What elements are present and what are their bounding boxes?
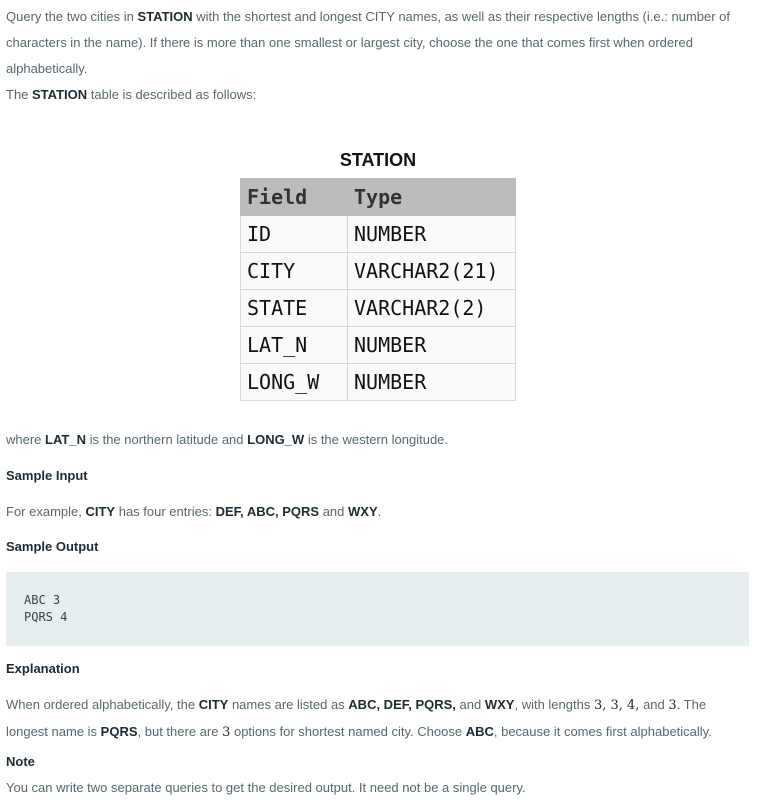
type-cell: NUMBER — [348, 216, 516, 253]
sample-output-section — [6, 534, 751, 560]
city-keyword: CITY — [85, 504, 116, 519]
sample-input-part: . — [377, 504, 382, 519]
station-table — [240, 178, 516, 401]
table-description — [6, 82, 751, 108]
longest-name-keyword: PQRS — [100, 724, 138, 739]
station-table-figure — [240, 148, 516, 401]
description-text: table is described as follows: — [87, 87, 257, 102]
type-cell: VARCHAR2(2) — [348, 290, 516, 327]
header-field: Field — [241, 179, 348, 216]
table-header-row — [241, 179, 516, 216]
table-row — [241, 327, 516, 364]
station-keyword: STATION — [32, 87, 88, 102]
note-text: You can write two separate queries to get the desired output. It need not be a single query. — [6, 780, 526, 795]
explanation-part: , because it comes first alphabetically. — [493, 724, 712, 739]
type-cell: NUMBER — [348, 364, 516, 401]
table-row — [241, 216, 516, 253]
explanation-part: When ordered alphabetically, the — [6, 697, 199, 712]
explanation-part: . The longest name is — [6, 697, 707, 739]
type-cell: NUMBER — [348, 327, 516, 364]
station-keyword: STATION — [137, 9, 193, 24]
entries-keyword: DEF, ABC, PQRS — [215, 504, 320, 519]
problem-statement — [6, 4, 751, 108]
explanation-heading: Explanation — [6, 661, 80, 676]
sample-output-code — [6, 572, 749, 646]
sample-input-section — [6, 463, 751, 489]
sample-output-heading: Sample Output — [6, 539, 99, 554]
intro-paragraph — [6, 4, 751, 82]
where-line — [6, 427, 751, 453]
lengths-math: 3, 3, 4, — [593, 698, 640, 713]
table-row — [241, 253, 516, 290]
explanation-part: , but there are — [137, 724, 223, 739]
sample-input-part: has four entries: — [115, 504, 216, 519]
lat-n-keyword: LAT_N — [45, 432, 86, 447]
description-text: The — [6, 87, 33, 102]
field-cell: LONG_W — [241, 364, 348, 401]
entries-keyword: WXY — [348, 504, 378, 519]
explanation-text — [6, 692, 751, 746]
intro-text: with the shortest and longest CITY names, as well as their respective lengths (i.e.: number of characters in the name). If there is more than one smallest or largest city, choose the one that comes first when ordered alphabetically. — [6, 9, 730, 76]
sample-input-part: For example, — [6, 504, 86, 519]
table-row — [241, 364, 516, 401]
explanation-section — [6, 656, 751, 682]
where-text: is the northern latitude and — [85, 432, 248, 447]
city-keyword: CITY — [198, 697, 229, 712]
station-table-title: STATION — [339, 150, 417, 170]
chosen-name-keyword: ABC — [465, 724, 494, 739]
count-math: 3 — [222, 725, 231, 740]
sample-input-part: and — [319, 504, 349, 519]
names-keyword: WXY — [484, 697, 515, 712]
explanation-part: and — [455, 697, 485, 712]
explanation-part: options for shortest named city. Choose — [230, 724, 466, 739]
code-line: PQRS 4 — [24, 610, 68, 624]
sample-input-heading: Sample Input — [6, 468, 88, 483]
field-cell: STATE — [241, 290, 348, 327]
code-line: ABC 3 — [24, 593, 61, 607]
explanation-part: , with lengths — [514, 697, 594, 712]
field-cell: ID — [241, 216, 348, 253]
explanation-part: and — [639, 697, 669, 712]
where-text: is the western longitude. — [304, 432, 449, 447]
explanation-part: names are listed as — [228, 697, 349, 712]
note-heading: Note — [6, 754, 35, 769]
note-section — [6, 749, 751, 775]
note-text-block — [6, 775, 751, 801]
table-row — [241, 290, 516, 327]
field-cell: CITY — [241, 253, 348, 290]
field-cell: LAT_N — [241, 327, 348, 364]
intro-text: Query the two cities in — [6, 9, 138, 24]
lengths-math: 3 — [668, 698, 677, 713]
type-cell: VARCHAR2(21) — [348, 253, 516, 290]
names-keyword: ABC, DEF, PQRS, — [348, 697, 456, 712]
sample-input-text — [6, 499, 751, 525]
long-w-keyword: LONG_W — [247, 432, 305, 447]
where-text: where — [6, 432, 46, 447]
header-type: Type — [348, 179, 516, 216]
